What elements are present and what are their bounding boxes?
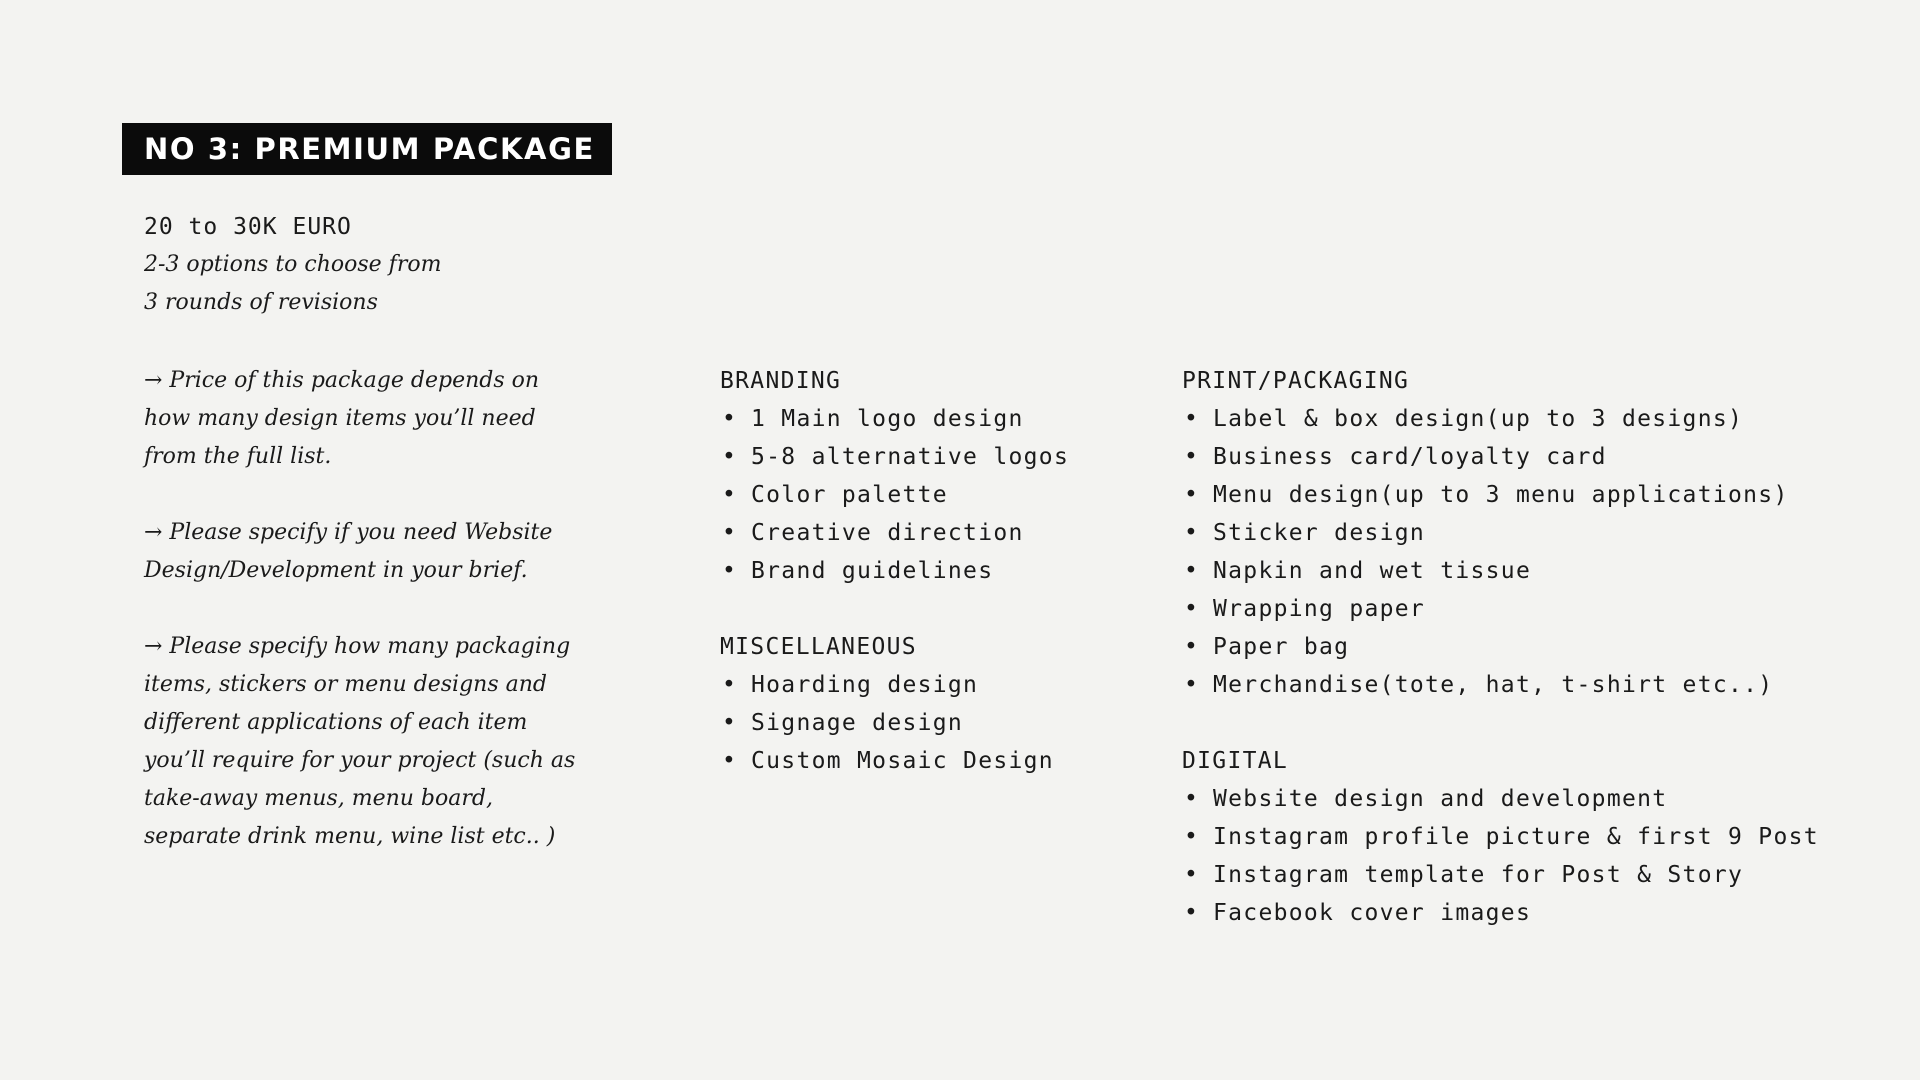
- section-digital: [1182, 742, 1819, 932]
- digital-list: [1182, 780, 1819, 932]
- list-item: • Signage design: [720, 704, 1069, 742]
- list-item: • Business card/loyalty card: [1182, 438, 1819, 476]
- list-item: • Merchandise(tote, hat, t-shirt etc..): [1182, 666, 1819, 704]
- list-item: • Sticker design: [1182, 514, 1819, 552]
- column-print-digital: [1182, 362, 1819, 970]
- list-item: • Label & box design(up to 3 designs): [1182, 400, 1819, 438]
- note-website: → Please specify if you need Website Design/Development in your brief.: [144, 520, 553, 583]
- list-item: • Custom Mosaic Design: [720, 742, 1069, 780]
- miscellaneous-list: [720, 666, 1069, 780]
- list-item: • Instagram template for Post & Story: [1182, 856, 1819, 894]
- section-heading-branding: BRANDING: [720, 368, 842, 394]
- section-branding: [720, 362, 1069, 590]
- price-block: [144, 208, 441, 322]
- price-range: 20 to 30K EURO: [144, 214, 352, 240]
- page-title: NO 3: PREMIUM PACKAGE: [144, 132, 595, 166]
- section-heading-print-packaging: PRINT/PACKAGING: [1182, 368, 1410, 394]
- print-packaging-list: [1182, 400, 1819, 704]
- list-item: • Hoarding design: [720, 666, 1069, 704]
- section-print-packaging: [1182, 362, 1819, 704]
- note-price: → Price of this package depends on how many design items you’ll need from the full list.: [144, 368, 540, 469]
- list-item: • Wrapping paper: [1182, 590, 1819, 628]
- list-item: • Creative direction: [720, 514, 1069, 552]
- notes: [144, 362, 584, 894]
- note-packaging: → Please specify how many packaging items, stickers or menu designs and different applications of each item you’ll require for your project (such as take-away menus, menu board, separate drink menu, wine list etc.. ): [144, 634, 576, 849]
- title-banner: [122, 123, 612, 175]
- branding-list: [720, 400, 1069, 590]
- list-item: • Website design and development: [1182, 780, 1819, 818]
- list-item: • Color palette: [720, 476, 1069, 514]
- list-item: • 5-8 alternative logos: [720, 438, 1069, 476]
- revision-rounds: 3 rounds of revisions: [144, 290, 378, 315]
- list-item: • 1 Main logo design: [720, 400, 1069, 438]
- list-item: • Napkin and wet tissue: [1182, 552, 1819, 590]
- options-count: 2-3 options to choose from: [144, 252, 442, 277]
- column-branding-misc: [720, 362, 1069, 818]
- section-heading-digital: DIGITAL: [1182, 748, 1289, 774]
- list-item: • Facebook cover images: [1182, 894, 1819, 932]
- section-heading-miscellaneous: MISCELLANEOUS: [720, 634, 917, 660]
- section-miscellaneous: [720, 628, 1069, 780]
- list-item: • Instagram profile picture & first 9 Post: [1182, 818, 1819, 856]
- list-item: • Menu design(up to 3 menu applications): [1182, 476, 1819, 514]
- list-item: • Brand guidelines: [720, 552, 1069, 590]
- list-item: • Paper bag: [1182, 628, 1819, 666]
